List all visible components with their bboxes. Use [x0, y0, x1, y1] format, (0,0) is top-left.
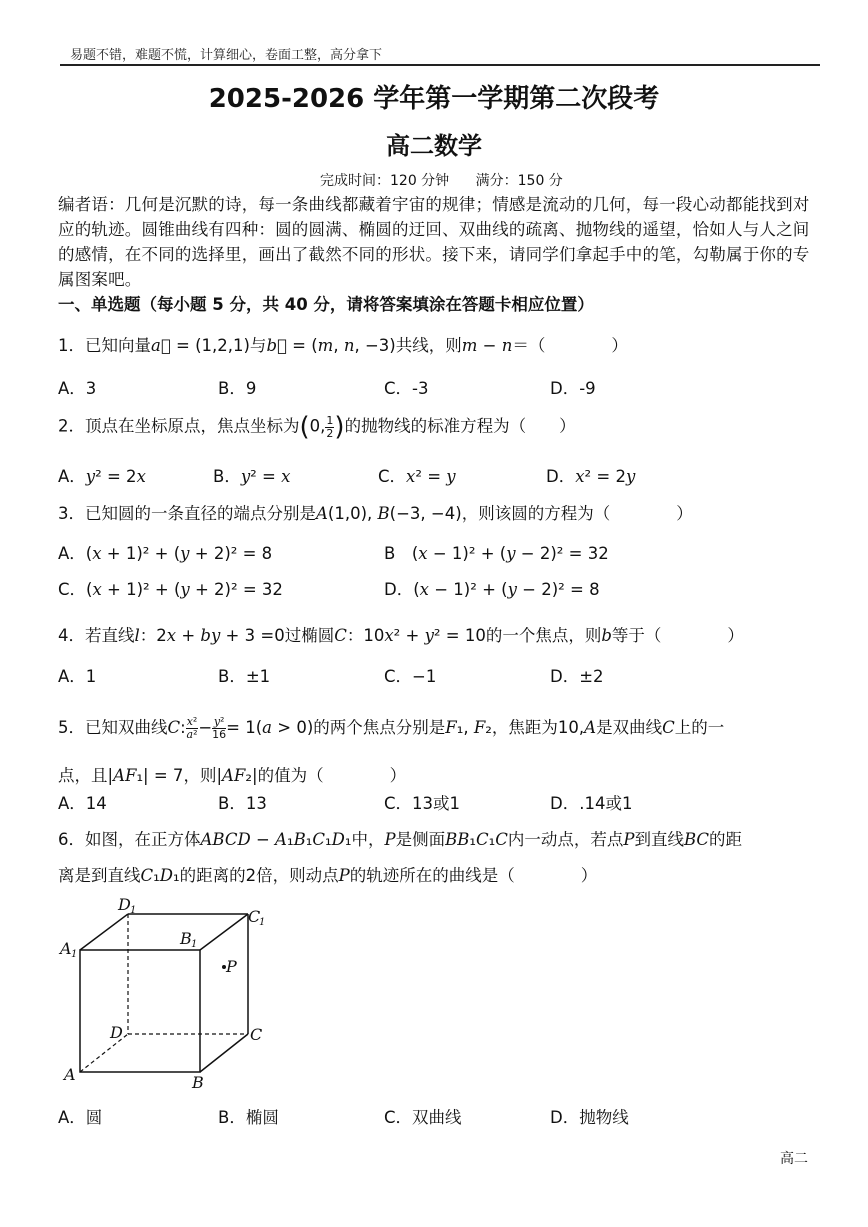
exam-score: 满分：150 分 [475, 173, 563, 189]
q6-option-a[interactable]: A．圆 [58, 1108, 103, 1127]
question-5: 5．已知双曲线C: $\frac{\text{x²}}{\text{a²}}$ − $\frac{\text{y²}}{16}$ = 1(a > 0)的两个焦点分别是F₁, F₂，焦距为10,A是双曲线C上的一 点，且|AF₁| = 7，则|AF₂|的值为（ ） [58, 715, 725, 785]
section-heading: 一、单选题（每小题 5 分，共 40 分，请将答案填涂在答题卡相应位置） [58, 295, 594, 314]
label-d1: D [118, 895, 131, 914]
q2-option-a[interactable]: A．y² = 2x [58, 467, 146, 486]
label-b: B [192, 1073, 204, 1092]
q2-option-d[interactable]: D．x² = 2y [546, 467, 636, 486]
label-b1: B [180, 929, 192, 948]
question-1: 1．已知向量a⃗ = (1,2,1)与b⃗ = (m, n, −3)共线，则m − n＝（ ） [58, 336, 628, 355]
q5-option-d[interactable]: D．.14或1 [550, 794, 633, 813]
q4-option-a[interactable]: A．1 [58, 667, 97, 686]
label-a1: A [60, 939, 72, 958]
q4-option-d[interactable]: D．±2 [550, 667, 604, 686]
front-face [80, 950, 200, 1072]
editor-intro: 编者语：几何是沉默的诗，每一条曲线都藏着宇宙的规律；情感是流动的几何，每一段心动都能找到对应的轨迹。圆锥曲线有四种：圆的圆满、椭圆的迂回、双曲线的疏离、抛物线的遥望，恰如人与人之间的感情，在不同的选择里，画出了截然不同的形状。接下来，请同学们拿起手中的笔，勾勒属于你的专属图案吧。 [58, 195, 810, 289]
q5-option-c[interactable]: C．13或1 [384, 794, 461, 813]
label-c1: C [248, 907, 261, 926]
question-2: 2．顶点在坐标原点，焦点坐标为(0, $\frac{1}{2}$ )的抛物线的标准方程为（ ） [58, 412, 576, 442]
q4-option-b[interactable]: B．±1 [218, 667, 271, 686]
edge-a1-d1 [80, 914, 128, 950]
q3-option-b[interactable]: B (x − 1)² + (y − 2)² = 32 [384, 544, 609, 563]
q6-option-b[interactable]: B．椭圆 [218, 1108, 279, 1127]
q6-option-c[interactable]: C．双曲线 [384, 1108, 462, 1127]
label-p: P [226, 957, 237, 976]
q3-option-d[interactable]: D．(x − 1)² + (y − 2)² = 8 [384, 580, 600, 599]
exam-subject: 高二数学 [386, 132, 482, 160]
svg-text:1: 1 [130, 905, 137, 916]
edge-b1-c1 [200, 914, 248, 950]
svg-text:1: 1 [191, 939, 198, 950]
q6-option-d[interactable]: D．抛物线 [550, 1108, 629, 1127]
label-d: D [110, 1023, 123, 1042]
q2-option-c[interactable]: C．x² = y [378, 467, 456, 486]
edge-b-c [200, 1034, 248, 1072]
label-a: A [64, 1065, 76, 1084]
cube-figure [58, 892, 278, 1092]
header-rule [60, 64, 820, 66]
question-4: 4．若直线l：2x + by + 3 =0过椭圆C：10x² + y² = 10的一个焦点，则b等于（ ） [58, 626, 744, 645]
q1-option-b[interactable]: B．9 [218, 379, 257, 398]
question-3: 3．已知圆的一条直径的端点分别是A(1,0), B(−3, −4)，则该圆的方程为（ ） [58, 504, 693, 523]
exam-title: 2025-2026 学年第一学期第二次段考 [208, 84, 660, 114]
exam-time: 完成时间：120 分钟 [320, 173, 450, 189]
label-c: C [250, 1025, 263, 1044]
header-tip: 易题不错，难题不慌，计算细心，卷面工整，高分拿下 [70, 48, 383, 63]
page-mark: 高二 [780, 1151, 808, 1167]
q5-option-b[interactable]: B．13 [218, 794, 267, 813]
q1-option-d[interactable]: D．-9 [550, 379, 596, 398]
q5-option-a[interactable]: A．14 [58, 794, 107, 813]
question-6: 6．如图，在正方体ABCD − A₁B₁C₁D₁中，P是侧面BB₁C₁C内一动点，若点P到直线BC的距 离是到直线C₁D₁的距离的2倍，则动点P的轨迹所在的曲线是（ ） [58, 830, 742, 885]
exam-info [320, 170, 585, 190]
q3-option-a[interactable]: A．(x + 1)² + (y + 2)² = 8 [58, 544, 273, 563]
svg-text:1: 1 [71, 949, 78, 960]
q3-option-c[interactable]: C．(x + 1)² + (y + 2)² = 32 [58, 580, 283, 599]
svg-text:1: 1 [259, 917, 266, 928]
q1-option-a[interactable]: A．3 [58, 379, 97, 398]
q1-option-c[interactable]: C．-3 [384, 379, 429, 398]
q2-option-b[interactable]: B．y² = x [213, 467, 291, 486]
q4-option-c[interactable]: C．−1 [384, 667, 437, 686]
